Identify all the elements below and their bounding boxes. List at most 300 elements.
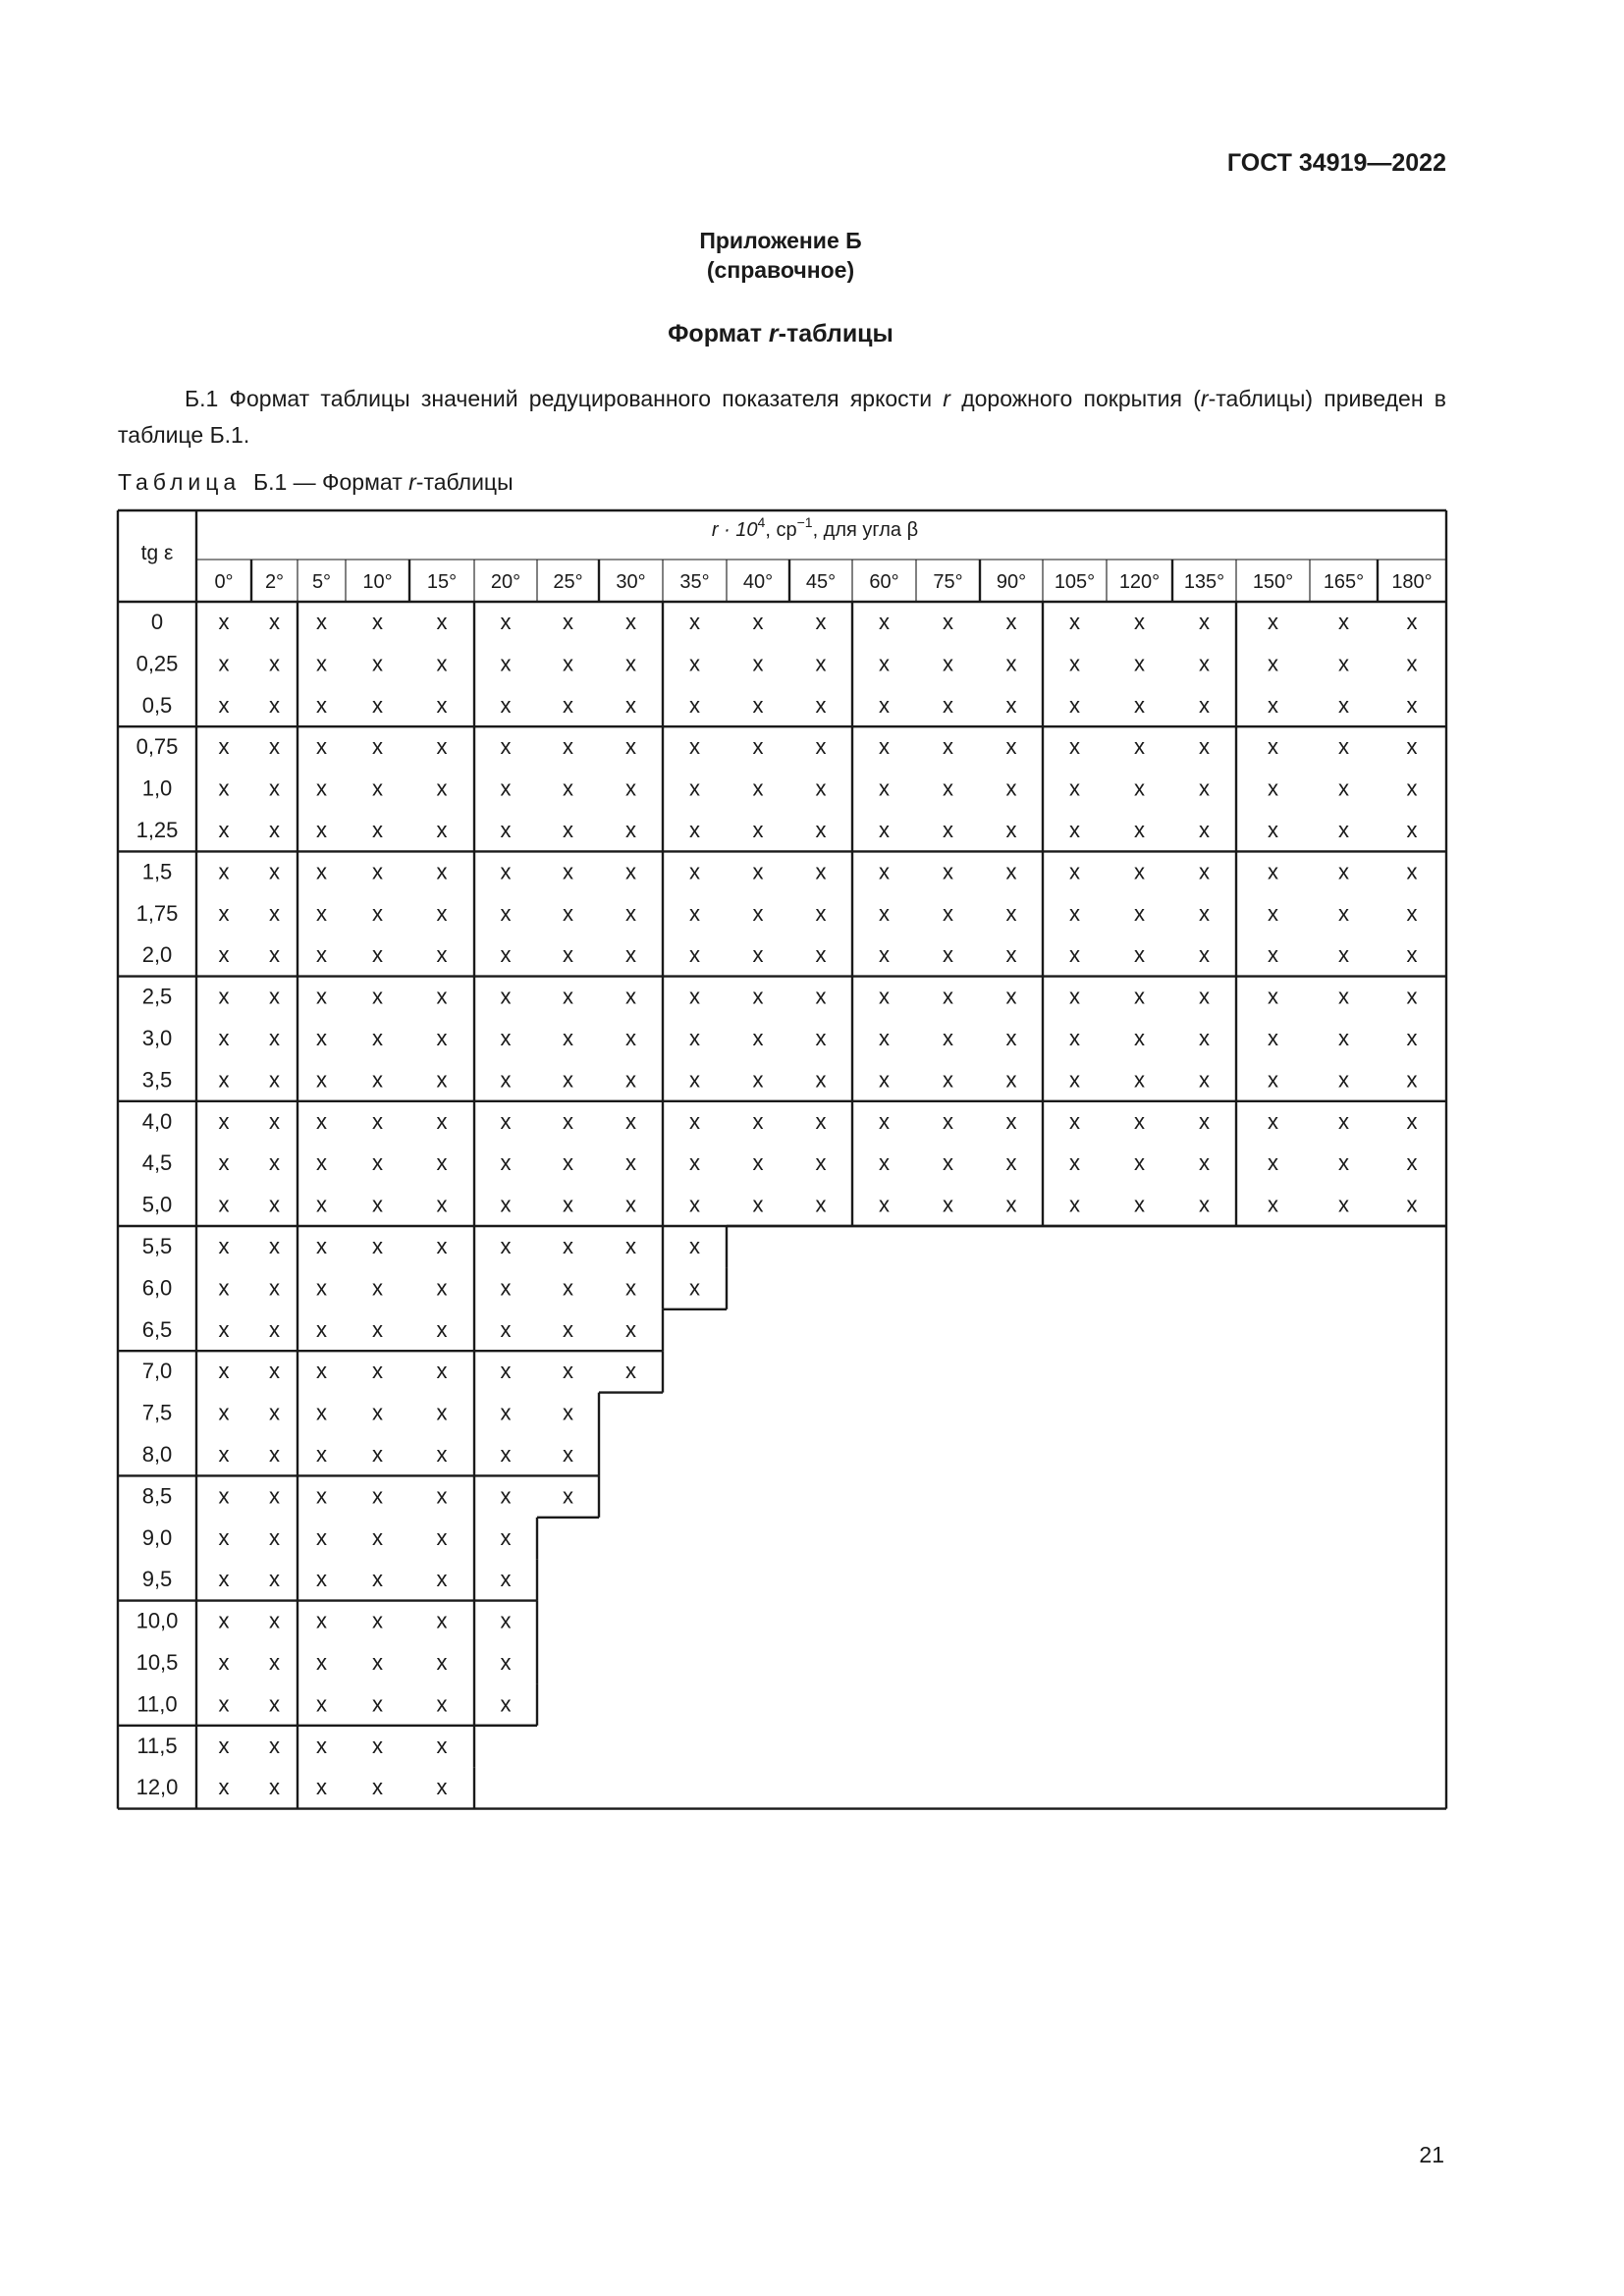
table-cell-mark: x	[752, 692, 764, 718]
table-cell-mark: x	[625, 859, 636, 884]
table-cell-mark: x	[752, 900, 764, 926]
table-cell-mark: x	[1069, 1150, 1080, 1176]
table-cell-mark: x	[815, 859, 827, 884]
table-cell-mark: x	[689, 942, 700, 968]
table-cell-mark: x	[1406, 775, 1418, 801]
table-cell-mark: x	[500, 859, 512, 884]
table-cell-mark: x	[625, 1067, 636, 1093]
table-cell-mark: x	[218, 859, 230, 884]
section-title-italic: r	[768, 320, 779, 347]
table-cell-mark: x	[372, 651, 383, 676]
table-cell-mark: x	[269, 1733, 280, 1758]
table-cell-mark: x	[316, 818, 327, 842]
table-cell-mark: x	[1338, 692, 1349, 718]
col-header-exp2: −1	[796, 514, 813, 530]
table-cell-mark: x	[316, 734, 327, 760]
table-cell-mark: x	[218, 1108, 230, 1134]
table-cell-mark: x	[218, 1733, 230, 1758]
table-cell-mark: x	[815, 692, 827, 718]
table-cell-mark: x	[218, 1567, 230, 1592]
table-body	[136, 610, 1418, 1799]
table-cell-mark: x	[1134, 984, 1145, 1009]
angle-header: 40°	[742, 571, 774, 593]
table-cell-mark: x	[752, 651, 764, 676]
table-cell-mark: x	[316, 1192, 327, 1217]
table-cell-mark: x	[1005, 775, 1017, 801]
table-cell-mark: x	[1199, 1150, 1210, 1176]
table-cell-mark: x	[943, 734, 953, 760]
table-cell-mark: x	[269, 1691, 280, 1717]
table-cell-mark: x	[269, 1359, 280, 1384]
table-cell-mark: x	[563, 900, 573, 926]
table-cell-mark: x	[563, 1067, 573, 1093]
table-cell-mark: x	[563, 692, 573, 718]
table-cell-mark: x	[1005, 984, 1017, 1009]
table-cell-mark: x	[943, 942, 953, 968]
table-cell-mark: x	[1406, 818, 1418, 842]
table-cell-mark: x	[879, 1067, 890, 1093]
table-cell-mark: x	[689, 1108, 700, 1134]
table-cell-mark: x	[436, 775, 448, 801]
table-cell-mark: x	[269, 1316, 280, 1342]
table-cell-mark: x	[500, 1650, 512, 1675]
table-cell-mark: x	[436, 1275, 448, 1301]
column-group-header	[712, 514, 918, 541]
table-cell-mark: x	[689, 692, 700, 718]
table-cell-mark: x	[1005, 1192, 1017, 1217]
table-cell-mark: x	[1005, 900, 1017, 926]
table-cell-mark: x	[372, 1192, 383, 1217]
row-label: 11,5	[136, 1733, 178, 1758]
angle-header: 10°	[362, 571, 393, 593]
table-cell-mark: x	[500, 610, 512, 634]
table-cell-mark: x	[372, 734, 383, 760]
table-cell-mark: x	[1338, 1067, 1349, 1093]
table-cell-mark: x	[218, 942, 230, 968]
table-cell-mark: x	[943, 859, 953, 884]
table-cell-mark: x	[316, 1316, 327, 1342]
table-cell-mark: x	[436, 1192, 448, 1217]
table-cell-mark: x	[500, 651, 512, 676]
table-cell-mark: x	[500, 1275, 512, 1301]
table-cell-mark: x	[1199, 818, 1210, 842]
table-cell-mark: x	[1338, 734, 1349, 760]
table-cell-mark: x	[500, 1026, 512, 1050]
table-cell-mark: x	[500, 1359, 512, 1384]
angle-header: 20°	[490, 571, 521, 593]
table-cell-mark: x	[1268, 651, 1278, 676]
table-cell-mark: x	[879, 651, 890, 676]
table-cell-mark: x	[1199, 775, 1210, 801]
table-cell-mark: x	[316, 1650, 327, 1675]
table-cell-mark: x	[269, 1608, 280, 1633]
table-cell-mark: x	[218, 818, 230, 842]
table-cell-mark: x	[436, 1691, 448, 1717]
table-cell-mark: x	[218, 1608, 230, 1633]
table-cell-mark: x	[436, 1026, 448, 1050]
table-cell-mark: x	[372, 984, 383, 1009]
table-cell-mark: x	[436, 1775, 448, 1800]
section-title-pre: Формат	[668, 320, 769, 347]
row-label: 2,5	[141, 984, 173, 1009]
table-cell-mark: x	[436, 1316, 448, 1342]
table-cell-mark: x	[436, 942, 448, 968]
table-cell-mark: x	[1199, 859, 1210, 884]
table-cell-mark: x	[689, 900, 700, 926]
table-cell-mark: x	[689, 610, 700, 634]
table-cell-mark: x	[269, 1275, 280, 1301]
table-cell-mark: x	[372, 1067, 383, 1093]
paragraph-part: Б.1 Формат таблицы значений редуцированного показателя яркости	[185, 386, 944, 411]
table-cell-mark: x	[879, 818, 890, 842]
table-cell-mark: x	[436, 1442, 448, 1467]
angle-header: 2°	[264, 571, 285, 593]
table-cell-mark: x	[500, 1442, 512, 1467]
table-cell-mark: x	[436, 859, 448, 884]
table-cell-mark: x	[1268, 1026, 1278, 1050]
table-cell-mark: x	[269, 1026, 280, 1050]
table-cell-mark: x	[1134, 942, 1145, 968]
table-cell-mark: x	[563, 1108, 573, 1134]
table-cell-mark: x	[436, 1400, 448, 1425]
table-cell-mark: x	[372, 900, 383, 926]
table-cell-mark: x	[815, 1150, 827, 1176]
table-cell-mark: x	[218, 1359, 230, 1384]
table-cell-mark: x	[218, 1067, 230, 1093]
table-cell-mark: x	[1338, 900, 1349, 926]
table-cell-mark: x	[372, 1608, 383, 1633]
table-cell-mark: x	[269, 1524, 280, 1550]
table-cell-mark: x	[269, 1775, 280, 1800]
table-cell-mark: x	[815, 984, 827, 1009]
table-cell-mark: x	[563, 1316, 573, 1342]
table-cell-mark: x	[1338, 1026, 1349, 1050]
table-cell-mark: x	[1338, 1192, 1349, 1217]
table-cell-mark: x	[269, 1483, 280, 1509]
table-cell-mark: x	[316, 900, 327, 926]
table-cell-mark: x	[752, 775, 764, 801]
table-cell-mark: x	[1069, 942, 1080, 968]
table-cell-mark: x	[1069, 692, 1080, 718]
table-cell-mark: x	[316, 1067, 327, 1093]
table-cell-mark: x	[563, 984, 573, 1009]
table-cell-mark: x	[218, 1650, 230, 1675]
table-cell-mark: x	[372, 1275, 383, 1301]
table-cell-mark: x	[269, 734, 280, 760]
table-cell-mark: x	[1005, 818, 1017, 842]
table-cell-mark: x	[879, 859, 890, 884]
table-cell-mark: x	[1005, 1150, 1017, 1176]
row-label: 0,5	[141, 692, 173, 718]
table-cell-mark: x	[1338, 984, 1349, 1009]
table-cell-mark: x	[269, 818, 280, 842]
table-cell-mark: x	[316, 1733, 327, 1758]
table-cell-mark: x	[1406, 1192, 1418, 1217]
table-cell-mark: x	[1406, 734, 1418, 760]
table-cell-mark: x	[316, 610, 327, 634]
table-cell-mark: x	[218, 1400, 230, 1425]
table-cell-mark: x	[1069, 900, 1080, 926]
table-cell-mark: x	[269, 1108, 280, 1134]
angle-header: 35°	[679, 571, 710, 593]
table-cell-mark: x	[625, 775, 636, 801]
table-cell-mark: x	[372, 1359, 383, 1384]
table-cell-mark: x	[563, 1275, 573, 1301]
row-label: 4,5	[141, 1150, 173, 1176]
caption-label: Таблица	[118, 469, 242, 495]
table-cell-mark: x	[372, 1650, 383, 1675]
table-cell-mark: x	[500, 1192, 512, 1217]
table-cell-mark: x	[372, 775, 383, 801]
table-cell-mark: x	[218, 1234, 230, 1258]
table-cell-mark: x	[1134, 859, 1145, 884]
table-cell-mark: x	[436, 1567, 448, 1592]
table-cell-mark: x	[1069, 1192, 1080, 1217]
table-cell-mark: x	[625, 900, 636, 926]
table-cell-mark: x	[1268, 734, 1278, 760]
row-label: 5,0	[141, 1192, 173, 1217]
table-cell-mark: x	[500, 775, 512, 801]
table-cell-mark: x	[752, 1067, 764, 1093]
table-cell-mark: x	[625, 984, 636, 1009]
table-cell-mark: x	[269, 900, 280, 926]
table-cell-mark: x	[1069, 1067, 1080, 1093]
angle-header: 75°	[933, 571, 963, 593]
table-cell-mark: x	[563, 1483, 573, 1509]
table-cell-mark: x	[1406, 900, 1418, 926]
table-cell-mark: x	[563, 1442, 573, 1467]
annex-title: Приложение Б	[699, 228, 862, 253]
table-cell-mark: x	[1338, 942, 1349, 968]
table-cell-mark: x	[943, 692, 953, 718]
table-cell-mark: x	[815, 900, 827, 926]
caption-italic: r	[408, 469, 416, 495]
table-cell-mark: x	[563, 1234, 573, 1258]
table-cell-mark: x	[563, 734, 573, 760]
angle-header: 105°	[1054, 571, 1096, 593]
table-cell-mark: x	[269, 1234, 280, 1258]
table-cell-mark: x	[752, 1192, 764, 1217]
table-cell-mark: x	[500, 1608, 512, 1633]
table-cell-mark: x	[879, 610, 890, 634]
row-label: 9,0	[141, 1524, 173, 1550]
table-cell-mark: x	[1069, 1026, 1080, 1050]
caption-post: -таблицы	[415, 469, 514, 495]
table-cell-mark: x	[815, 651, 827, 676]
table-cell-mark: x	[500, 1234, 512, 1258]
table-cell-mark: x	[752, 818, 764, 842]
col-header-mid: , ср	[765, 519, 797, 541]
row-label: 1,25	[135, 818, 179, 842]
table-cell-mark: x	[815, 775, 827, 801]
table-cell-mark: x	[1199, 1108, 1210, 1134]
table-cell-mark: x	[436, 734, 448, 760]
table-cell-mark: x	[372, 1775, 383, 1800]
table-cell-mark: x	[436, 1524, 448, 1550]
angle-header: 5°	[311, 571, 332, 593]
table-cell-mark: x	[1199, 1026, 1210, 1050]
table-cell-mark: x	[436, 1150, 448, 1176]
table-cell-mark: x	[1338, 775, 1349, 801]
table-cell-mark: x	[1268, 1108, 1278, 1134]
row-label: 8,5	[141, 1483, 173, 1509]
table-cell-mark: x	[316, 651, 327, 676]
table-cell-mark: x	[218, 984, 230, 1009]
table-cell-mark: x	[372, 859, 383, 884]
caption-rest: Б.1 — Формат	[252, 469, 409, 495]
table-cell-mark: x	[625, 1359, 636, 1384]
table-cell-mark: x	[372, 1026, 383, 1050]
table-cell-mark: x	[1268, 610, 1278, 634]
row-label: 6,5	[141, 1316, 173, 1342]
table-cell-mark: x	[372, 1483, 383, 1509]
table-cell-mark: x	[316, 775, 327, 801]
table-cell-mark: x	[372, 1108, 383, 1134]
table-cell-mark: x	[218, 1316, 230, 1342]
table-cell-mark: x	[1134, 1067, 1145, 1093]
table-cell-mark: x	[436, 692, 448, 718]
table-cell-mark: x	[625, 734, 636, 760]
row-label: 8,0	[141, 1442, 173, 1467]
table-cell-mark: x	[372, 1733, 383, 1758]
table-cell-mark: x	[316, 1608, 327, 1633]
table-cell-mark: x	[316, 1108, 327, 1134]
table-cell-mark: x	[1338, 818, 1349, 842]
row-label: 5,5	[141, 1234, 173, 1258]
table-cell-mark: x	[563, 1400, 573, 1425]
table-cell-mark: x	[218, 1150, 230, 1176]
row-label: 9,5	[141, 1567, 173, 1592]
table-cell-mark: x	[269, 610, 280, 634]
table-cell-mark: x	[316, 1150, 327, 1176]
table-cell-mark: x	[625, 1275, 636, 1301]
table-cell-mark: x	[689, 1026, 700, 1050]
table-cell-mark: x	[1199, 942, 1210, 968]
table-cell-mark: x	[689, 1067, 700, 1093]
table-cell-mark: x	[316, 1275, 327, 1301]
table-cell-mark: x	[436, 1359, 448, 1384]
table-cell-mark: x	[943, 610, 953, 634]
table-cell-mark: x	[1199, 734, 1210, 760]
table-cell-mark: x	[500, 818, 512, 842]
table-cell-mark: x	[218, 900, 230, 926]
table-cell-mark: x	[689, 1192, 700, 1217]
row-label: 10,5	[135, 1650, 179, 1675]
table-cell-mark: x	[879, 1108, 890, 1134]
table-cell-mark: x	[316, 1691, 327, 1717]
table-cell-mark: x	[372, 1524, 383, 1550]
table-cell-mark: x	[943, 1026, 953, 1050]
table-cell-mark: x	[1268, 818, 1278, 842]
table-cell-mark: x	[1268, 984, 1278, 1009]
table-cell-mark: x	[316, 1234, 327, 1258]
table-cell-mark: x	[625, 942, 636, 968]
table-cell-mark: x	[1338, 1108, 1349, 1134]
table-cell-mark: x	[1069, 984, 1080, 1009]
table-cell-mark: x	[372, 1400, 383, 1425]
angle-headers	[214, 571, 1432, 593]
table-cell-mark: x	[1134, 692, 1145, 718]
table-cell-mark: x	[372, 1234, 383, 1258]
page-number: 21	[1419, 2142, 1444, 2167]
table-cell-mark: x	[1134, 1026, 1145, 1050]
table-cell-mark: x	[1134, 610, 1145, 634]
table-cell-mark: x	[269, 1567, 280, 1592]
table-cell-mark: x	[1268, 1150, 1278, 1176]
table-cell-mark: x	[1406, 610, 1418, 634]
table-cell-mark: x	[1406, 1067, 1418, 1093]
paragraph-italic-r: r	[1200, 386, 1209, 411]
table-cell-mark: x	[563, 1026, 573, 1050]
table-cell-mark: x	[1005, 1108, 1017, 1134]
table-cell-mark: x	[625, 1316, 636, 1342]
table-cell-mark: x	[1268, 1192, 1278, 1217]
table-cell-mark: x	[500, 900, 512, 926]
table-cell-mark: x	[500, 1691, 512, 1717]
table-cell-mark: x	[1005, 942, 1017, 968]
table-cell-mark: x	[879, 1192, 890, 1217]
table-cell-mark: x	[500, 984, 512, 1009]
angle-header: 90°	[996, 571, 1027, 593]
row-label: 7,5	[141, 1400, 173, 1425]
table-cell-mark: x	[1406, 651, 1418, 676]
table-cell-mark: x	[625, 610, 636, 634]
row-label: 2,0	[141, 942, 173, 968]
table-cell-mark: x	[563, 1150, 573, 1176]
angle-header: 0°	[214, 571, 234, 593]
table-cell-mark: x	[500, 692, 512, 718]
table-cell-mark: x	[752, 859, 764, 884]
row-label: 12,0	[135, 1775, 179, 1800]
table-cell-mark: x	[1134, 1108, 1145, 1134]
paragraph-part: дорожного покрытия (	[949, 386, 1201, 411]
table-cell-mark: x	[625, 1192, 636, 1217]
table-cell-mark: x	[1069, 651, 1080, 676]
row-label: 4,0	[141, 1108, 173, 1134]
table-cell-mark: x	[316, 1442, 327, 1467]
table-cell-mark: x	[372, 1316, 383, 1342]
table-cell-mark: x	[563, 775, 573, 801]
table-cell-mark: x	[1268, 692, 1278, 718]
row-label: 10,0	[135, 1608, 179, 1633]
table-cell-mark: x	[436, 900, 448, 926]
table-cell-mark: x	[500, 1483, 512, 1509]
table-cell-mark: x	[218, 1775, 230, 1800]
table-cell-mark: x	[218, 1442, 230, 1467]
table-cell-mark: x	[1005, 651, 1017, 676]
table-cell-mark: x	[1199, 1192, 1210, 1217]
table-cell-mark: x	[625, 1026, 636, 1050]
table-cell-mark: x	[1134, 818, 1145, 842]
table-cell-mark: x	[1005, 1067, 1017, 1093]
table-cell-mark: x	[218, 734, 230, 760]
table-cell-mark: x	[436, 1733, 448, 1758]
table-cell-mark: x	[500, 1524, 512, 1550]
table-cell-mark: x	[563, 859, 573, 884]
table-cell-mark: x	[316, 692, 327, 718]
table-cell-mark: x	[500, 1150, 512, 1176]
table-cell-mark: x	[1338, 610, 1349, 634]
table-cell-mark: x	[372, 942, 383, 968]
table-cell-mark: x	[1134, 734, 1145, 760]
table-cell-mark: x	[372, 1150, 383, 1176]
table-cell-mark: x	[943, 775, 953, 801]
table-cell-mark: x	[689, 1150, 700, 1176]
row-label: 1,0	[141, 775, 173, 801]
table-cell-mark: x	[316, 859, 327, 884]
angle-header: 165°	[1323, 571, 1365, 593]
table-cell-mark: x	[563, 818, 573, 842]
